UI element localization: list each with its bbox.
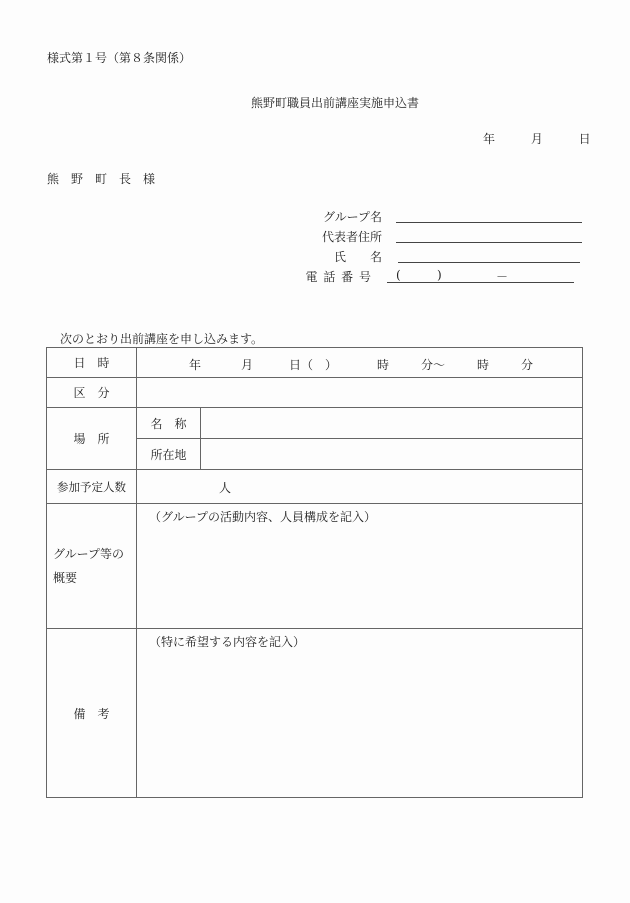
place-label: 場 所	[47, 408, 137, 470]
representative-address-label: 代表者住所	[321, 230, 382, 244]
remarks-label: 備 考	[47, 629, 137, 798]
group-overview-field[interactable]	[137, 504, 583, 629]
place-name-label: 名 称	[137, 408, 201, 439]
name-field[interactable]	[398, 262, 580, 263]
datetime-end-hour: 時	[477, 358, 490, 372]
datetime-start-minute: 分～	[421, 358, 446, 372]
representative-address-field[interactable]	[396, 242, 582, 243]
phone-label: 電 話 番 号	[305, 270, 372, 284]
group-overview-label-line2: 概要	[53, 571, 78, 585]
phone-area-open: (	[396, 268, 401, 282]
category-field[interactable]	[137, 378, 583, 408]
date-year: 年	[483, 132, 496, 146]
category-label: 区 分	[47, 378, 137, 408]
application-table	[46, 347, 583, 798]
datetime-day: 日（ ）	[289, 358, 338, 372]
document-title: 熊野町職員出前講座実施申込書	[250, 96, 419, 110]
addressee: 熊野町長様	[47, 172, 168, 186]
datetime-year: 年	[189, 358, 202, 372]
group-overview-note: （グループの活動内容、人員構成を記入）	[149, 510, 377, 524]
applicant-block	[300, 208, 590, 288]
row-participants	[47, 470, 583, 504]
group-name-field[interactable]	[396, 222, 582, 223]
form-number: 様式第１号（第８条関係）	[47, 51, 192, 65]
group-name-label: グループ名	[322, 210, 382, 224]
phone-dash: －	[496, 270, 509, 284]
date-day: 日	[578, 132, 591, 146]
phone-row	[300, 268, 590, 286]
row-datetime	[47, 348, 583, 378]
representative-address-row	[300, 228, 590, 246]
row-place-name	[47, 408, 583, 439]
datetime-label: 日 時	[47, 348, 137, 378]
place-address-field[interactable]	[201, 439, 583, 470]
name-label: 氏 名	[333, 250, 382, 264]
phone-field[interactable]	[387, 282, 574, 283]
place-name-field[interactable]	[201, 408, 583, 439]
remarks-note: （特に希望する内容を記入）	[149, 635, 306, 649]
name-row	[300, 248, 590, 266]
date-month: 月	[530, 132, 543, 146]
datetime-field[interactable]	[137, 348, 583, 378]
place-address-label: 所在地	[137, 439, 201, 470]
intro-text: 次のとおり出前講座を申し込みます。	[60, 332, 264, 346]
row-remarks	[47, 629, 583, 798]
participants-label: 参加予定人数	[47, 470, 137, 504]
participants-unit: 人	[219, 481, 232, 495]
row-category	[47, 378, 583, 408]
participants-field[interactable]	[137, 470, 583, 504]
datetime-start-hour: 時	[377, 358, 390, 372]
remarks-field[interactable]	[137, 629, 583, 798]
group-overview-label-line1: グループ等の	[53, 547, 125, 561]
datetime-end-minute: 分	[521, 358, 534, 372]
group-overview-label	[47, 504, 137, 629]
phone-area-close: )	[437, 268, 442, 282]
row-group-overview	[47, 504, 583, 629]
datetime-month: 月	[241, 358, 254, 372]
group-name-row	[300, 208, 590, 226]
application-date	[483, 130, 591, 147]
